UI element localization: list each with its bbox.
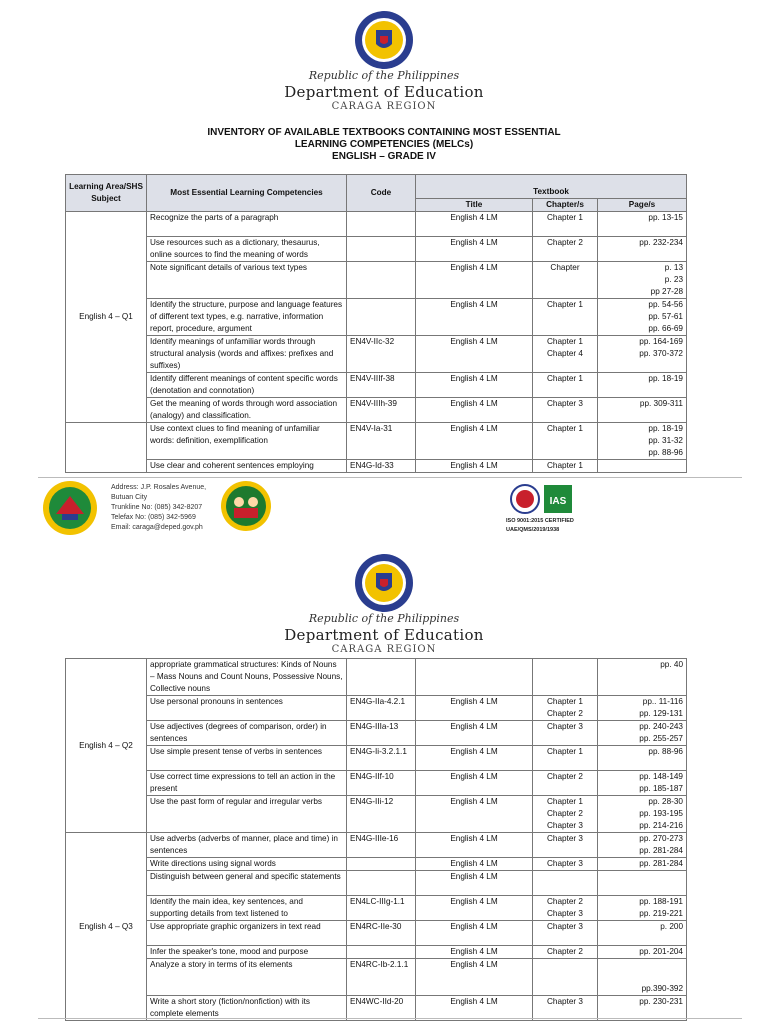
title-cell: English 4 LM bbox=[416, 262, 533, 299]
code-cell: EN4V-IIc-32 bbox=[347, 336, 416, 373]
pages-cell: p. 13 p. 23 pp 27-28 bbox=[598, 262, 687, 299]
ias-accreditation-icon bbox=[543, 484, 573, 514]
deped-seal-icon-page2 bbox=[354, 553, 414, 613]
certification-globe-icon bbox=[510, 484, 540, 514]
code-cell: EN4RC-Ib-2.1.1 bbox=[347, 959, 416, 996]
chapter-cell: Chapter 1 bbox=[533, 423, 598, 460]
department-label-page2: Department of Education bbox=[284, 626, 484, 644]
pages-cell: pp. 54-56 pp. 57-61 pp. 66-69 bbox=[598, 299, 687, 336]
competency-cell: Identify different meanings of content specific words (denotation and connotation) bbox=[147, 373, 347, 398]
chapter-cell: Chapter 3 bbox=[533, 921, 598, 946]
table-row bbox=[66, 796, 687, 833]
competency-cell: Write directions using signal words bbox=[147, 858, 347, 871]
competency-cell: Use simple present tense of verbs in sentences bbox=[147, 746, 347, 771]
footer-address: Address: J.P. Rosales Avenue, bbox=[111, 484, 207, 491]
header-code: Code bbox=[347, 175, 416, 212]
chapter-cell: Chapter 2 Chapter 3 bbox=[533, 896, 598, 921]
pages-cell: pp. 188-191 pp. 219-221 bbox=[598, 896, 687, 921]
chapter-cell: Chapter 1 bbox=[533, 373, 598, 398]
footer-telefax: Telefax No: (085) 342-5969 bbox=[111, 514, 196, 521]
chapter-cell: Chapter 1 bbox=[533, 460, 598, 473]
competency-cell: Distinguish between general and specific statements bbox=[147, 871, 347, 896]
chapter-cell: Chapter 1 Chapter 2 Chapter 3 bbox=[533, 796, 598, 833]
competency-cell: Write a short story (fiction/nonfiction) with its complete elements bbox=[147, 996, 347, 1021]
chapter-cell bbox=[533, 659, 598, 696]
pages-cell: p. 200 bbox=[598, 921, 687, 946]
chapter-cell: Chapter 2 bbox=[533, 237, 598, 262]
table-row bbox=[66, 896, 687, 921]
table-row bbox=[66, 833, 687, 858]
competency-cell: Use context clues to find meaning of unfamiliar words: definition, exemplification bbox=[147, 423, 347, 460]
competency-cell: Get the meaning of words through word association (analogy) and classification. bbox=[147, 398, 347, 423]
chapter-cell: Chapter 3 bbox=[533, 721, 598, 746]
subject-cell-q1: English 4 – Q1 bbox=[66, 212, 147, 423]
competency-cell: Use appropriate graphic organizers in text read bbox=[147, 921, 347, 946]
footer-address-block bbox=[111, 483, 206, 533]
table-row bbox=[66, 659, 687, 696]
title-cell: English 4 LM bbox=[416, 771, 533, 796]
republic-label-page2: Republic of the Philippines bbox=[308, 612, 460, 625]
table-row bbox=[66, 237, 687, 262]
textbook-table-page2 bbox=[65, 658, 687, 1021]
department-label: Department of Education bbox=[284, 83, 484, 101]
title-cell: English 4 LM bbox=[416, 796, 533, 833]
textbook-table-page1 bbox=[65, 174, 687, 473]
title-line-3: ENGLISH – GRADE IV bbox=[332, 151, 436, 162]
code-cell: EN4G-Id-33 bbox=[347, 460, 416, 473]
table-row bbox=[66, 871, 687, 896]
chapter-cell bbox=[533, 959, 598, 996]
competency-cell: Identify meanings of unfamiliar words through structural analysis (words and affixes: prefixes and suffixes) bbox=[147, 336, 347, 373]
header-title: Title bbox=[416, 199, 533, 212]
code-cell: EN4V-Ia-31 bbox=[347, 423, 416, 460]
table-row bbox=[66, 262, 687, 299]
title-cell: English 4 LM bbox=[416, 299, 533, 336]
table-row bbox=[66, 373, 687, 398]
code-cell bbox=[347, 299, 416, 336]
pages-cell: pp. 164-169 pp. 370-372 bbox=[598, 336, 687, 373]
competency-cell: Use adjectives (degrees of comparison, order) in sentences bbox=[147, 721, 347, 746]
code-cell: EN4G-IIa-4.2.1 bbox=[347, 696, 416, 721]
pages-cell: pp. 148-149 pp. 185-187 bbox=[598, 771, 687, 796]
footer-city: Butuan City bbox=[111, 494, 148, 501]
code-cell bbox=[347, 237, 416, 262]
page1-table-body bbox=[66, 212, 687, 473]
competency-cell: Identify the structure, purpose and language features of different text types, e.g. narrative, information report, procedure, argument bbox=[147, 299, 347, 336]
table-row bbox=[66, 336, 687, 373]
school-mascot-logo-icon bbox=[220, 480, 272, 532]
pages-cell: pp.. 11-116 pp. 129-131 bbox=[598, 696, 687, 721]
title-cell: English 4 LM bbox=[416, 721, 533, 746]
code-cell: EN4G-IIi-12 bbox=[347, 796, 416, 833]
code-cell bbox=[347, 871, 416, 896]
competency-cell: Note significant details of various text types bbox=[147, 262, 347, 299]
table-row bbox=[66, 460, 687, 473]
title-cell: English 4 LM bbox=[416, 212, 533, 237]
table-row bbox=[66, 423, 687, 460]
republic-label: Republic of the Philippines bbox=[308, 69, 460, 82]
code-cell: EN4G-IIf-10 bbox=[347, 771, 416, 796]
code-cell bbox=[347, 659, 416, 696]
competency-cell: Infer the speaker's tone, mood and purpose bbox=[147, 946, 347, 959]
caraga-region-seal-icon bbox=[42, 480, 98, 536]
competency-cell: Use resources such as a dictionary, thesaurus, online sources to find the meaning of words bbox=[147, 237, 347, 262]
table-row bbox=[66, 212, 687, 237]
chapter-cell: Chapter 1 Chapter 2 bbox=[533, 696, 598, 721]
table-row bbox=[66, 746, 687, 771]
pages-cell: pp. 40 bbox=[598, 659, 687, 696]
header-chapter: Chapter/s bbox=[533, 199, 598, 212]
pages-cell: pp. 28-30 pp. 193-195 pp. 214-216 bbox=[598, 796, 687, 833]
code-cell: EN4RC-IIe-30 bbox=[347, 921, 416, 946]
code-cell bbox=[347, 212, 416, 237]
title-cell: English 4 LM bbox=[416, 946, 533, 959]
title-cell: English 4 LM bbox=[416, 833, 533, 858]
pages-cell: pp. 201-204 bbox=[598, 946, 687, 959]
chapter-cell bbox=[533, 871, 598, 896]
title-cell: English 4 LM bbox=[416, 896, 533, 921]
pages-cell: pp. 230-231 bbox=[598, 996, 687, 1021]
pages-cell: pp. 309-311 bbox=[598, 398, 687, 423]
title-cell: English 4 LM bbox=[416, 237, 533, 262]
footer-trunkline: Trunkline No: (085) 342-8207 bbox=[111, 504, 203, 511]
code-cell: EN4V-IIIh-39 bbox=[347, 398, 416, 423]
footer-divider bbox=[38, 477, 742, 478]
code-cell bbox=[347, 858, 416, 871]
title-cell bbox=[416, 659, 533, 696]
competency-cell: Use personal pronouns in sentences bbox=[147, 696, 347, 721]
title-cell: English 4 LM bbox=[416, 373, 533, 398]
document-title bbox=[0, 127, 768, 163]
table-row bbox=[66, 771, 687, 796]
table-row bbox=[66, 398, 687, 423]
chapter-cell: Chapter 3 bbox=[533, 398, 598, 423]
competency-cell: appropriate grammatical structures: Kinds of Nouns – Mass Nouns and Count Nouns, Possessive Nouns, Collective nouns bbox=[147, 659, 347, 696]
subject-cell-blank bbox=[66, 423, 147, 473]
pages-cell: pp. 232-234 bbox=[598, 237, 687, 262]
title-line-2: LEARNING COMPETENCIES (MELCs) bbox=[294, 139, 474, 150]
region-label: CARAGA REGION bbox=[331, 101, 437, 112]
chapter-cell: Chapter 1 Chapter 4 bbox=[533, 336, 598, 373]
chapter-cell: Chapter 1 bbox=[533, 746, 598, 771]
pages-cell bbox=[598, 871, 687, 896]
title-cell: English 4 LM bbox=[416, 871, 533, 896]
title-cell: English 4 LM bbox=[416, 959, 533, 996]
code-cell: EN4LC-IIIg-1.1 bbox=[347, 896, 416, 921]
page2-table-body bbox=[66, 659, 687, 1021]
table-row bbox=[66, 696, 687, 721]
header-learning-area: Learning Area/SHS Subject bbox=[66, 175, 147, 212]
code-cell: EN4WC-IId-20 bbox=[347, 996, 416, 1021]
subject-cell-q2: English 4 – Q2 bbox=[66, 659, 147, 833]
title-cell: English 4 LM bbox=[416, 336, 533, 373]
code-cell: EN4G-Ii-3.2.1.1 bbox=[347, 746, 416, 771]
header-pages: Page/s bbox=[598, 199, 687, 212]
chapter-cell: Chapter 3 bbox=[533, 858, 598, 871]
footer-divider-page2 bbox=[38, 1018, 742, 1019]
table-row bbox=[66, 996, 687, 1021]
pages-cell bbox=[598, 460, 687, 473]
subject-cell-q3: English 4 – Q3 bbox=[66, 833, 147, 1021]
title-cell: English 4 LM bbox=[416, 460, 533, 473]
table-row bbox=[66, 858, 687, 871]
pages-cell: pp. 13-15 bbox=[598, 212, 687, 237]
header-competencies: Most Essential Learning Competencies bbox=[147, 175, 347, 212]
chapter-cell: Chapter bbox=[533, 262, 598, 299]
title-cell: English 4 LM bbox=[416, 696, 533, 721]
pages-cell: pp. 281-284 bbox=[598, 858, 687, 871]
competency-cell: Use clear and coherent sentences employing bbox=[147, 460, 347, 473]
code-cell: EN4G-IIIe-16 bbox=[347, 833, 416, 858]
pages-cell: pp. 270-273 pp. 281-284 bbox=[598, 833, 687, 858]
pages-cell: pp. 88-96 bbox=[598, 746, 687, 771]
iso-certification-label: ISO 9001:2015 CERTIFIED bbox=[506, 518, 574, 524]
title-cell: English 4 LM bbox=[416, 423, 533, 460]
chapter-cell: Chapter 1 bbox=[533, 212, 598, 237]
svg-text:IAS: IAS bbox=[549, 496, 567, 507]
competency-cell: Identify the main idea, key sentences, and supporting details from text listened to bbox=[147, 896, 347, 921]
chapter-cell: Chapter 2 bbox=[533, 771, 598, 796]
table-row bbox=[66, 946, 687, 959]
chapter-cell: Chapter 2 bbox=[533, 946, 598, 959]
code-cell bbox=[347, 946, 416, 959]
title-cell: English 4 LM bbox=[416, 746, 533, 771]
title-cell: English 4 LM bbox=[416, 398, 533, 423]
code-cell bbox=[347, 262, 416, 299]
region-label-page2: CARAGA REGION bbox=[331, 644, 437, 655]
pages-cell: pp.390-392 bbox=[598, 959, 687, 996]
pages-cell: pp. 18-19 pp. 31-32 pp. 88-96 bbox=[598, 423, 687, 460]
chapter-cell: Chapter 1 bbox=[533, 299, 598, 336]
competency-cell: Use the past form of regular and irregular verbs bbox=[147, 796, 347, 833]
title-line-1: INVENTORY OF AVAILABLE TEXTBOOKS CONTAINING MOST ESSENTIAL bbox=[207, 127, 561, 138]
title-cell: English 4 LM bbox=[416, 996, 533, 1021]
competency-cell: Analyze a story in terms of its elements bbox=[147, 959, 347, 996]
title-cell: English 4 LM bbox=[416, 858, 533, 871]
table-row bbox=[66, 959, 687, 996]
competency-cell: Use correct time expressions to tell an action in the present bbox=[147, 771, 347, 796]
pages-cell: pp. 18-19 bbox=[598, 373, 687, 398]
competency-cell: Recognize the parts of a paragraph bbox=[147, 212, 347, 237]
chapter-cell: Chapter 3 bbox=[533, 996, 598, 1021]
pages-cell: pp. 240-243 pp. 255-257 bbox=[598, 721, 687, 746]
code-cell: EN4G-IIIa-13 bbox=[347, 721, 416, 746]
code-cell: EN4V-IIIf-38 bbox=[347, 373, 416, 398]
footer-email: Email: caraga@deped.gov.ph bbox=[111, 524, 203, 531]
table-row bbox=[66, 299, 687, 336]
iso-certificate-number: UAE/QMS/2019/1938 bbox=[506, 527, 560, 533]
chapter-cell: Chapter 3 bbox=[533, 833, 598, 858]
title-cell: English 4 LM bbox=[416, 921, 533, 946]
table-row bbox=[66, 721, 687, 746]
header-textbook: Textbook bbox=[416, 175, 687, 199]
deped-seal-icon bbox=[354, 10, 414, 70]
table-row bbox=[66, 921, 687, 946]
competency-cell: Use adverbs (adverbs of manner, place and time) in sentences bbox=[147, 833, 347, 858]
